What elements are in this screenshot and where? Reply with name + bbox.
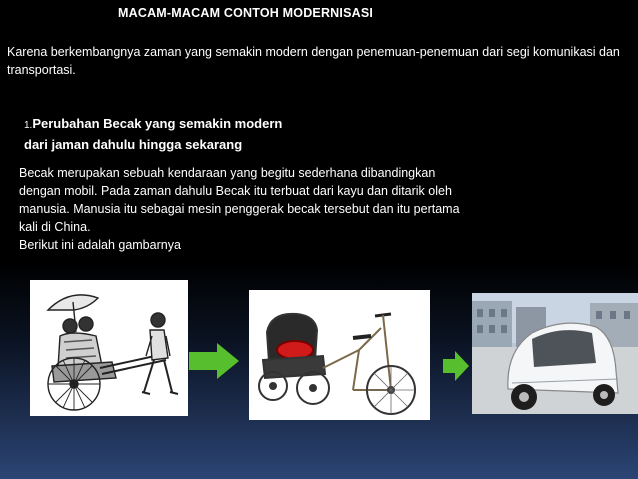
body-line: Becak merupakan sebuah kendaraan yang begitu sederhana dibandingkan [19,166,436,180]
slide-title: MACAM-MACAM CONTOH MODERNISASI [118,6,374,20]
section-heading-text-1: Perubahan Becak yang semakin modern [32,116,283,131]
intro-paragraph: Karena berkembangnya zaman yang semakin modern dengan penemuan-penemuan dari segi komunikasi dan transportasi. [7,45,620,77]
section-heading [24,114,282,154]
body-line: dengan mobil. Pada zaman dahulu Becak itu terbuat dari kayu dan ditarik oleh [19,184,452,198]
body-line: Berikut ini adalah gambarnya [19,238,181,252]
section-heading-line-2: dari jaman dahulu hingga sekarang [24,137,243,152]
arrow-right-icon [443,351,469,386]
old-rickshaw-image [30,280,188,416]
body-paragraph [19,164,549,254]
arrow-right-icon [189,343,239,384]
body-line: manusia. Manusia itu sebagai mesin penggerak becak tersebut dan itu pertama [19,202,460,216]
body-line: kali di China. [19,220,91,234]
modern-velotaxi-image [472,293,638,414]
becak-tricycle-image [249,290,430,420]
section-number: 1. [24,120,33,131]
section-heading-line-1 [24,114,282,135]
